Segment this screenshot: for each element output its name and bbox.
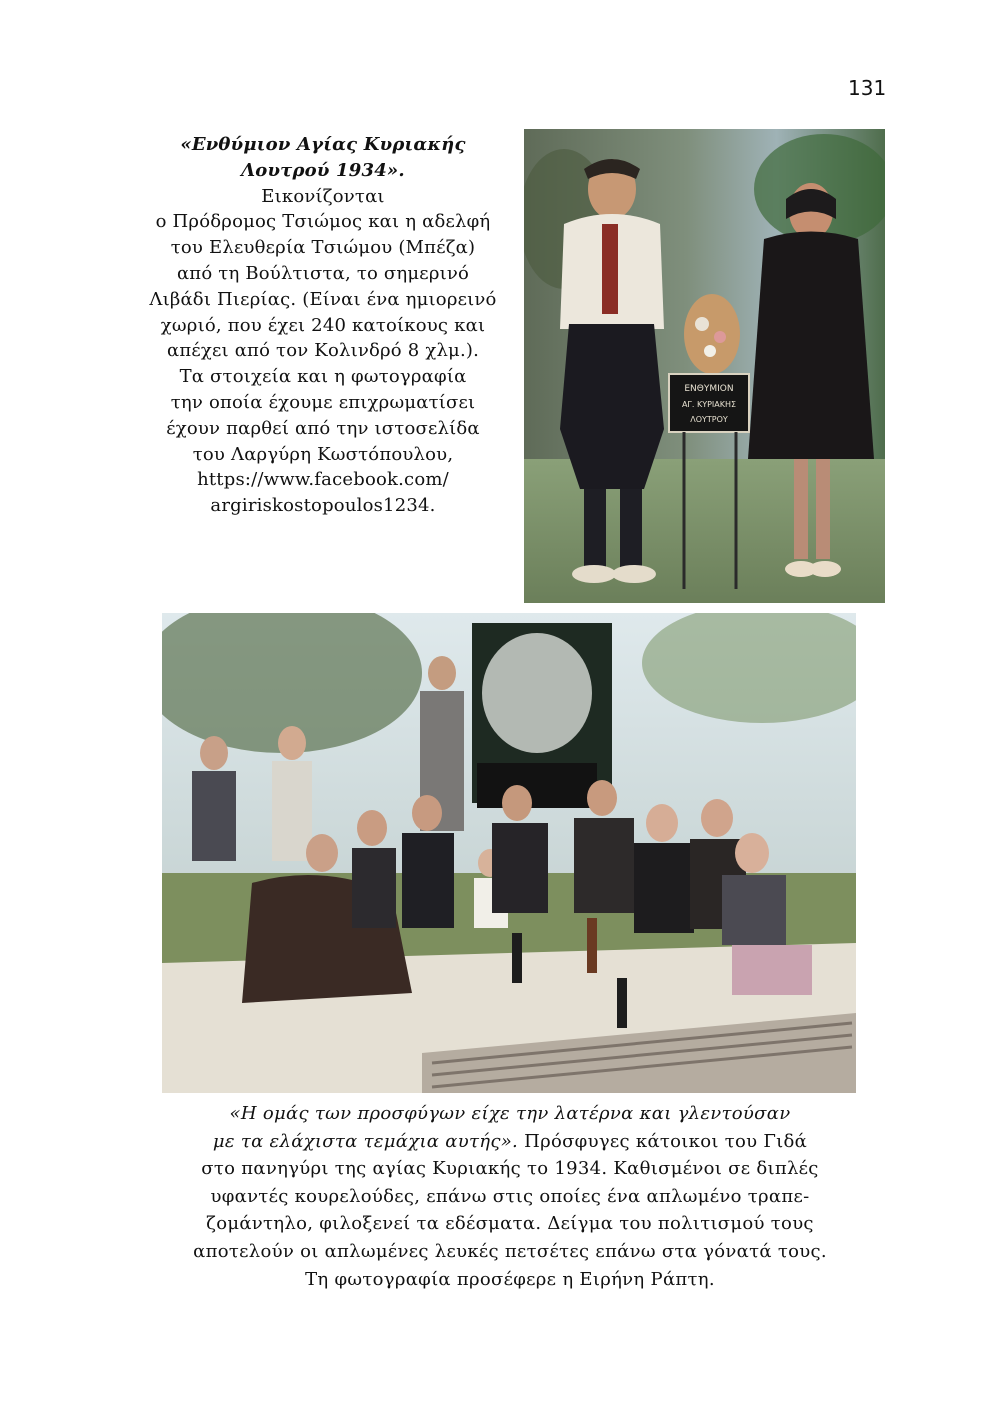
bottom-caption-quote-line-1: «Η ομάς των προσφύγων είχε την λατέρνα και γλεντούσαν — [229, 1103, 791, 1124]
bottom-caption-quote-line-2: με τα ελάχιστα τεμάχια αυτής». — [212, 1130, 519, 1152]
photo-siblings-portrait — [524, 129, 885, 603]
photo-picnic-group — [162, 613, 856, 1093]
page-number: 131 — [848, 76, 887, 100]
caption-line: έχουν παρθεί από την ιστοσελίδα — [166, 417, 480, 439]
bottom-caption-line: αποτελούν οι απλωμένες λευκές πετσέτες επάνω στα γόνατά τους. — [193, 1240, 827, 1262]
bottom-caption-line-2-rest: Πρόσφυγες κάτοικοι του Γιδά — [518, 1130, 808, 1152]
caption-line: του Ελευθερία Τσιώμου (Μπέζα) — [170, 237, 476, 259]
caption-line: argiriskostopoulos1234. — [210, 495, 436, 517]
caption-line: απέχει από τον Κολινδρό 8 χλμ.). — [166, 340, 480, 362]
caption-line: Λιβάδι Πιερίας. (Είναι ένα ημιορεινό — [149, 288, 497, 310]
caption-line: Τα στοιχεία και η φωτογραφία — [179, 366, 467, 388]
caption-line: την οποία έχουμε επιχρωματίσει — [170, 391, 476, 413]
caption-line: από τη Βούλτιστα, το σημερινό — [176, 262, 470, 284]
caption-title-line-2: Λουτρού 1934». — [241, 159, 405, 181]
top-caption — [118, 132, 528, 519]
bottom-caption-line: Τη φωτογραφία προσέφερε η Ειρήνη Ράπτη. — [305, 1268, 715, 1290]
sign-line-2: ΑΓ. ΚΥΡΙΑΚΗΣ — [681, 400, 737, 409]
bottom-caption — [130, 1100, 890, 1293]
bottom-caption-line: στο πανηγύρι της αγίας Κυριακής το 1934. Καθισμένοι σε διπλές — [201, 1158, 819, 1180]
sign-line-1: ΕΝΘΥΜΙΟΝ — [684, 384, 734, 394]
bottom-caption-line: ζομάντηλο, φιλοξενεί τα εδέσματα. Δείγμα του πολιτισμού τους — [206, 1213, 814, 1235]
caption-line: ο Πρόδρομος Τσιώμος και η αδελφή — [155, 211, 491, 233]
caption-line: του Λαργύρη Κωστόπουλου, — [192, 443, 454, 465]
caption-line: χωριό, που έχει 240 κατοίκους και — [160, 314, 486, 336]
sign-line-3: ΛΟΥΤΡΟΥ — [690, 415, 728, 424]
caption-title-line-1: «Ενθύμιον Αγίας Κυριακής — [180, 134, 466, 155]
caption-line: Εικονίζονται — [261, 185, 385, 207]
caption-line: https://www.facebook.com/ — [197, 469, 449, 491]
bottom-caption-line: υφαντές κουρελούδες, επάνω στις οποίες ένα απλωμένο τραπε- — [210, 1185, 810, 1207]
